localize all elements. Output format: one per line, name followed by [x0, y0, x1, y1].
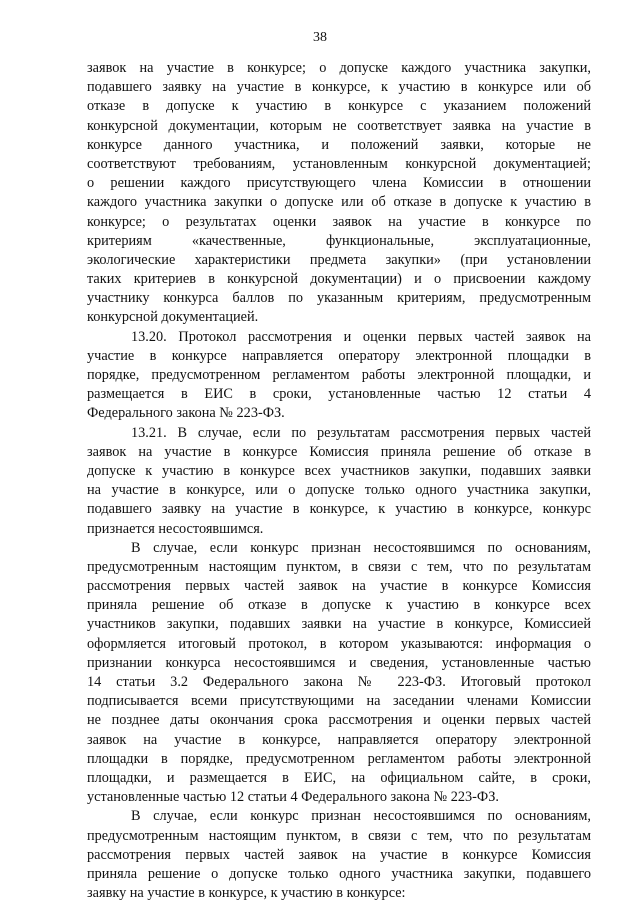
text-line: критериям «качественные, функциональные, эксплуатационные,: [87, 232, 591, 249]
text-line: конкурсной документацией.: [87, 309, 259, 326]
page-number: 38: [313, 30, 327, 45]
text-line: подписывается всеми присутствующими на заседании членами Комиссии: [87, 693, 591, 710]
text-line: подавшего заявку на участие в конкурсе, к участию в конкурсе или об: [87, 79, 591, 96]
text-line: установленные частью 12 статьи 4 Федерального закона № 223-ФЗ.: [87, 789, 499, 806]
text-line: 14 статьи 3.2 Федерального закона № 223-ФЗ. Итоговый протокол: [87, 674, 591, 690]
text-line: отказе в допуске к участию в конкурсе с указанием положений: [87, 98, 591, 115]
text-line: заявок на участие в конкурсе, направляется оператору электронной: [87, 731, 591, 748]
text-line: подавшего заявку на участие в конкурсе, к участию в конкурсе, конкурс: [87, 501, 591, 518]
text-line: конкурсной документации, которым не соответствует заявка на участие в: [87, 117, 591, 134]
paragraph: [87, 328, 591, 424]
paragraph: [87, 424, 591, 539]
text-line: заявок на участие в конкурсе Комиссия приняла решение об отказе в: [87, 443, 591, 460]
text-line: рассмотрения первых частей заявок на участие в конкурсе Комиссия: [87, 846, 591, 863]
text-line: о решении каждого присутствующего члена Комиссии в отношении: [87, 175, 591, 192]
text-line: 13.21. В случае, если по результатам рассмотрения первых частей: [131, 424, 591, 441]
text-line: 13.20. Протокол рассмотрения и оценки первых частей заявок на: [131, 328, 591, 345]
text-line: конкурсе; о результатах оценки заявок на участие в конкурсе по: [87, 213, 591, 230]
paragraph: [87, 59, 591, 328]
text-line: заявку на участие в конкурсе, к участию в конкурсе:: [87, 885, 406, 902]
text-line: участников закупки, подавших заявки на участие в конкурсе, Комиссией: [87, 616, 591, 633]
text-line: не позднее даты окончания срока рассмотрения и оценки первых частей: [87, 712, 591, 729]
text-line: участнику конкурса баллов по указанным критериям, предусмотренным: [87, 290, 591, 307]
text-line: площадки, и размещается в ЕИС, на официальном сайте, в сроки,: [87, 769, 591, 786]
text-line: приняла решение об отказе в допуске к участию в конкурсе всех: [87, 597, 591, 614]
text-line: таких критериев в конкурсной документации) и о присвоении каждому: [87, 271, 591, 288]
text-line: размещается в ЕИС в сроки, установленные частью 12 статьи 4: [87, 386, 591, 403]
text-line: экологические характеристики предмета закупки» (при установлении: [87, 251, 591, 268]
text-line: В случае, если конкурс признан несостоявшимся по основаниям,: [131, 539, 591, 556]
text-line: конкурсе данного участника, и положений заявки, которые не: [87, 136, 591, 153]
text-line: на участие в конкурсе, или о допуске только одного участника закупки,: [87, 482, 591, 499]
text-line: предусмотренным настоящим пунктом, в связи с тем, что по результатам: [87, 827, 591, 844]
text-line: В случае, если конкурс признан несостоявшимся по основаниям,: [131, 808, 591, 825]
text-line: заявок на участие в конкурсе; о допуске каждого участника закупки,: [87, 60, 591, 76]
paragraph: [87, 539, 591, 808]
text-line: рассмотрения первых частей заявок на участие в конкурсе Комиссия: [87, 578, 591, 595]
text-line: площадки в порядке, предусмотренном регламентом работы электронной: [87, 750, 591, 767]
text-line: признании конкурса несостоявшимся и сведения, установленные частью: [87, 654, 591, 671]
text-line: порядке, предусмотренном регламентом работы электронной площадки, и: [87, 367, 591, 383]
document-body: [87, 59, 591, 903]
text-line: каждого участника закупки о допуске или об отказе в допуске к участию в: [87, 194, 591, 211]
text-line: Федерального закона № 223-ФЗ.: [87, 405, 285, 422]
text-line: признается несостоявшимся.: [87, 520, 264, 537]
text-line: предусмотренным настоящим пунктом, в связи с тем, что по результатам: [87, 558, 591, 575]
text-line: оформляется итоговый протокол, в котором указываются: информация о: [87, 635, 591, 652]
text-line: участие в конкурсе направляется оператору электронной площадки в: [87, 347, 591, 364]
text-line: соответствуют требованиям, установленным конкурсной документацией;: [87, 155, 591, 172]
paragraph: [87, 807, 591, 903]
text-line: допуске к участию в конкурсе всех участников закупки, подавших заявки: [87, 462, 591, 479]
text-line: приняла решение о допуске только одного участника закупки, подавшего: [87, 865, 591, 882]
